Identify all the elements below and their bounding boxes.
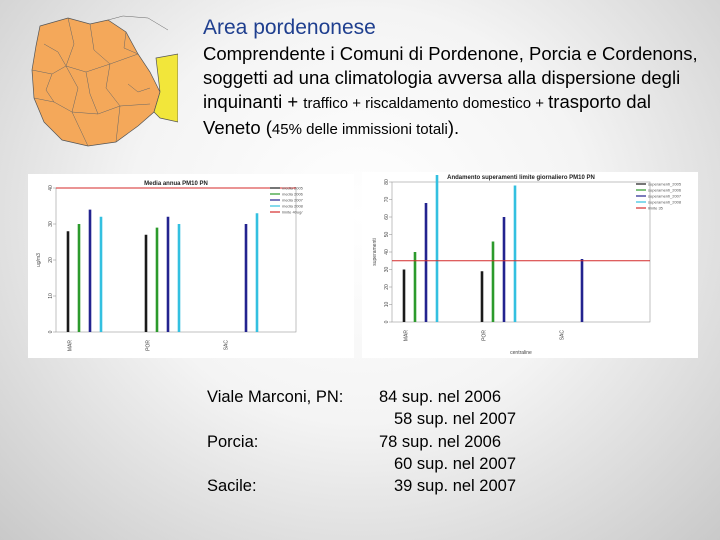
chart-title: Andamento superamenti limite giornaliero PM10 PN bbox=[447, 175, 595, 181]
y-tick-label: 10 bbox=[48, 293, 54, 299]
area-description bbox=[203, 42, 703, 142]
x-tick-label: SAC bbox=[559, 330, 566, 341]
legend-label: limite 40ug/ bbox=[282, 209, 303, 215]
map-region-pordenone bbox=[32, 18, 160, 146]
legend-label: media 2008 bbox=[282, 203, 303, 209]
legend-label: media 2005 bbox=[282, 185, 303, 191]
marconi-value-2007: 58 sup. nel 2007 bbox=[394, 410, 517, 428]
x-tick-label: MAR bbox=[403, 330, 410, 342]
station-name-sacile: Sacile: bbox=[207, 477, 257, 495]
y-axis-label: ug/m3 bbox=[36, 253, 42, 267]
pordenone-area-map bbox=[28, 14, 178, 150]
y-axis-label: superamenti bbox=[372, 238, 378, 266]
y-tick-label: 40 bbox=[384, 249, 390, 255]
y-tick-label: 30 bbox=[48, 221, 54, 227]
y-tick-label: 20 bbox=[384, 284, 390, 290]
x-axis-label: centraline bbox=[510, 350, 532, 356]
description-part-5: ). bbox=[447, 117, 460, 138]
annual-mean-chart-svg bbox=[28, 174, 354, 358]
x-tick-label: POR bbox=[145, 340, 152, 351]
description-part-4: 45% delle immissioni totali bbox=[271, 121, 448, 138]
plot-frame bbox=[392, 182, 650, 322]
legend-label: media 2007 bbox=[282, 197, 303, 203]
station-name-marconi: Viale Marconi, PN: bbox=[207, 388, 344, 406]
description-part-1: Comprendente i Comuni di Pordenone, Porcia e Cordenons, soggetti ad una climatologia avversa alla dispersione degli inquinanti + bbox=[203, 43, 698, 112]
exceedances-chart-svg bbox=[362, 172, 698, 358]
marconi-value-2006: 84 sup. nel 2006 bbox=[379, 388, 502, 406]
plot-frame bbox=[56, 188, 296, 332]
legend-label: superamenti_2008 bbox=[648, 199, 682, 205]
legend-label: superamenti_2006 bbox=[648, 187, 682, 193]
y-tick-label: 20 bbox=[48, 257, 54, 263]
y-tick-label: 10 bbox=[384, 301, 390, 308]
y-tick-label: 0 bbox=[384, 320, 390, 324]
legend-label: superamenti_2007 bbox=[648, 193, 682, 199]
exceedances-chart bbox=[362, 172, 698, 358]
y-tick-label: 80 bbox=[384, 179, 390, 185]
legend-label: media 2006 bbox=[282, 191, 303, 197]
porcia-value-2006: 78 sup. nel 2006 bbox=[379, 433, 502, 451]
chart-title: Media annua PM10 PN bbox=[144, 181, 208, 187]
y-tick-label: 40 bbox=[48, 185, 54, 191]
y-tick-label: 0 bbox=[48, 330, 54, 334]
y-tick-label: 50 bbox=[384, 231, 390, 238]
porcia-value-2007: 60 sup. nel 2007 bbox=[394, 455, 517, 473]
sacile-value-2007: 39 sup. nel 2007 bbox=[394, 477, 517, 495]
y-tick-label: 60 bbox=[384, 214, 390, 220]
y-tick-label: 70 bbox=[384, 196, 390, 203]
description-part-2: traffico + riscaldamento domestico + bbox=[303, 95, 549, 112]
x-tick-label: POR bbox=[481, 330, 488, 341]
station-name-porcia: Porcia: bbox=[207, 433, 259, 451]
y-tick-label: 30 bbox=[384, 266, 390, 273]
slide-title: Area pordenonese bbox=[203, 16, 376, 39]
x-tick-label: MAR bbox=[67, 340, 74, 352]
x-tick-label: SAC bbox=[223, 340, 230, 351]
legend-label: superamenti_2005 bbox=[648, 181, 682, 187]
description-part-3: trasporto dal Veneto ( bbox=[203, 91, 651, 138]
legend-label: limite 35 bbox=[648, 205, 663, 211]
annual-mean-chart bbox=[28, 174, 354, 358]
